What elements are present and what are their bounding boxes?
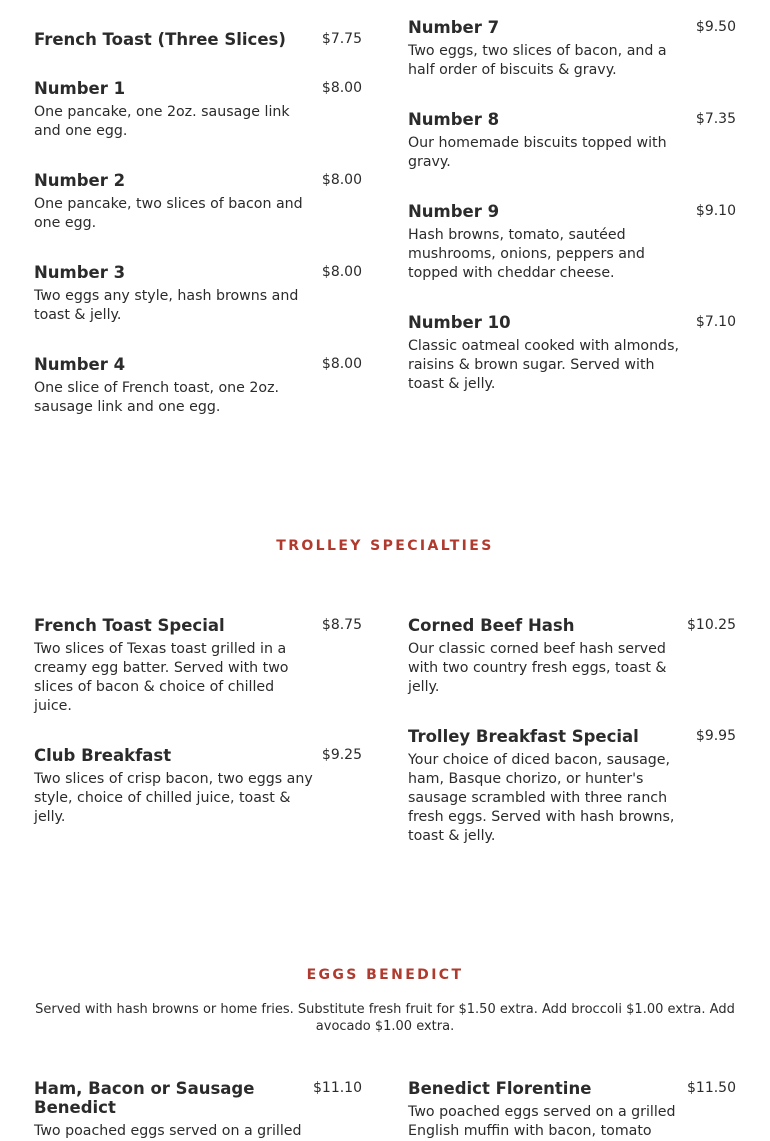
- item-name: Corned Beef Hash: [408, 616, 575, 635]
- item-price: $9.95: [695, 728, 736, 744]
- item-name: Trolley Breakfast Special: [408, 727, 639, 746]
- section-title: EGGS BENEDICT: [306, 967, 464, 983]
- item-name: Club Breakfast: [34, 746, 172, 765]
- item-description: Two slices of crisp bacon, two eggs any style, choice of chilled juice, toast & jelly.: [34, 771, 313, 825]
- item-price: $7.35: [695, 111, 736, 127]
- section-title: TROLLEY SPECIALTIES: [276, 538, 494, 554]
- menu-item: [34, 263, 362, 325]
- menu-item: [408, 202, 736, 283]
- item-description: Hash browns, tomato, sautéed mushrooms, onions, peppers and topped with cheddar cheese.: [408, 227, 645, 281]
- menu-item: [408, 1079, 736, 1141]
- item-name: Ham, Bacon or Sausage Benedict: [34, 1079, 255, 1117]
- menu-item: [34, 171, 362, 233]
- item-price: $7.10: [695, 314, 736, 330]
- item-description: One slice of French toast, one 2oz. sausage link and one egg.: [34, 380, 280, 415]
- item-price: $9.50: [695, 19, 736, 35]
- item-name: Number 8: [408, 110, 500, 129]
- item-price: $8.00: [321, 264, 362, 280]
- item-name: Number 10: [408, 313, 511, 332]
- menu-item: [34, 746, 362, 827]
- item-description: Two poached eggs served on a grilled: [34, 1123, 302, 1139]
- item-price: $11.10: [313, 1080, 362, 1096]
- item-price: $9.25: [321, 747, 362, 763]
- item-description: One pancake, one 2oz. sausage link and one egg.: [34, 104, 290, 139]
- item-name: Number 9: [408, 202, 500, 221]
- menu-item: [34, 30, 362, 49]
- menu-item: [408, 616, 736, 697]
- menu-item: [408, 18, 736, 80]
- item-price: $9.10: [695, 203, 736, 219]
- section-note: Served with hash browns or home fries. Substitute fresh fruit for $1.50 extra. Add broccoli $1.00 extra. Add avocado $1.00 extra.: [35, 1002, 735, 1034]
- item-description: Our classic corned beef hash served with two country fresh eggs, toast & jelly.: [408, 641, 667, 695]
- menu-item: [408, 313, 736, 394]
- item-price: $8.00: [321, 356, 362, 372]
- item-price: $8.00: [321, 172, 362, 188]
- item-name: Number 2: [34, 171, 126, 190]
- menu-item: [34, 616, 362, 716]
- item-price: $7.75: [321, 31, 362, 47]
- item-description: Two slices of Texas toast grilled in a creamy egg batter. Served with two slices of bacon & choice of chilled juice.: [34, 641, 289, 714]
- item-name: Number 3: [34, 263, 126, 282]
- item-name: Benedict Florentine: [408, 1079, 592, 1098]
- item-description: Two poached eggs served on a grilled English muffin with bacon, tomato: [408, 1104, 676, 1139]
- item-description: Our homemade biscuits topped with gravy.: [408, 135, 667, 170]
- menu-item: [34, 355, 362, 417]
- item-name: Number 1: [34, 79, 126, 98]
- menu-item: [34, 79, 362, 141]
- item-price: $8.00: [321, 80, 362, 96]
- item-name: French Toast Special: [34, 616, 225, 635]
- item-price: $11.50: [687, 1080, 736, 1096]
- item-description: Classic oatmeal cooked with almonds, raisins & brown sugar. Served with toast & jelly.: [408, 338, 679, 392]
- item-description: Your choice of diced bacon, sausage, ham, Basque chorizo, or hunter's sausage scrambled with three ranch fresh eggs. Served with hash browns, toast & jelly.: [408, 752, 675, 844]
- item-description: Two eggs, two slices of bacon, and a half order of biscuits & gravy.: [408, 43, 667, 78]
- item-price: $10.25: [687, 617, 736, 633]
- item-name: French Toast (Three Slices): [34, 30, 286, 49]
- item-name: Number 4: [34, 355, 126, 374]
- item-description: One pancake, two slices of bacon and one egg.: [34, 196, 303, 231]
- menu-item: [34, 1079, 362, 1141]
- item-description: Two eggs any style, hash browns and toast & jelly.: [34, 288, 299, 323]
- item-name: Number 7: [408, 18, 500, 37]
- item-price: $8.75: [321, 617, 362, 633]
- menu-item: [408, 727, 736, 846]
- menu-item: [408, 110, 736, 172]
